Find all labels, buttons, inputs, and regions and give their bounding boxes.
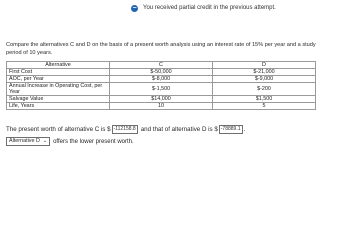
table-row [7,83,316,96]
value-c: $-1,500 [110,83,213,96]
row-label: First Cost [7,69,110,76]
alternatives-table [6,61,316,110]
selection-suffix: offers the lower present worth. [53,138,134,145]
value-d: 5 [213,103,316,110]
value-c: $14,000 [110,96,213,103]
table-row [7,69,316,76]
answer-middle: and that of alternative D is $ [140,125,218,133]
notice-text: You received partial credit in the previous attempt. [143,5,276,11]
row-label: Salvage Value [7,96,110,103]
row-label: AOC, per Year [7,76,110,83]
answer-sentence [6,125,245,134]
value-d: $-200 [213,83,316,96]
answer-prefix: The present worth of alternative C is $ [6,125,111,133]
question-text: Compare the alternatives C and D on the basis of a present worth analysis using an interest rate of 15% per year and a study period of 10 years. [6,42,316,56]
value-c: $-8,000 [110,76,213,83]
table-row [7,96,316,103]
value-d: $-9,000 [213,76,316,83]
answer-suffix: . [243,125,246,133]
row-label: Annual Increase in Operating Cost, per Year [7,83,110,96]
table-header-row [7,62,316,69]
table-row [7,76,316,83]
minus-circle-icon: − [132,4,137,12]
header-alternative: Alternative [7,62,110,69]
alternative-select[interactable] [6,137,50,146]
value-d: $-21,000 [213,69,316,76]
value-c: 10 [110,103,213,110]
selected-option: Alternative D [9,138,40,144]
present-worth-c-input[interactable]: -112158.8 [113,126,136,132]
header-d: D [213,62,316,69]
table-row [7,103,316,110]
row-label: Life, Years [7,103,110,110]
selection-row [6,137,134,146]
partial-credit-notice [131,3,276,13]
value-d: $1,500 [213,96,316,103]
chevron-down-icon: ⌄ [42,138,48,144]
header-c: C [110,62,213,69]
present-worth-d-input[interactable]: -78889.1 [220,126,241,132]
value-c: $-50,000 [110,69,213,76]
